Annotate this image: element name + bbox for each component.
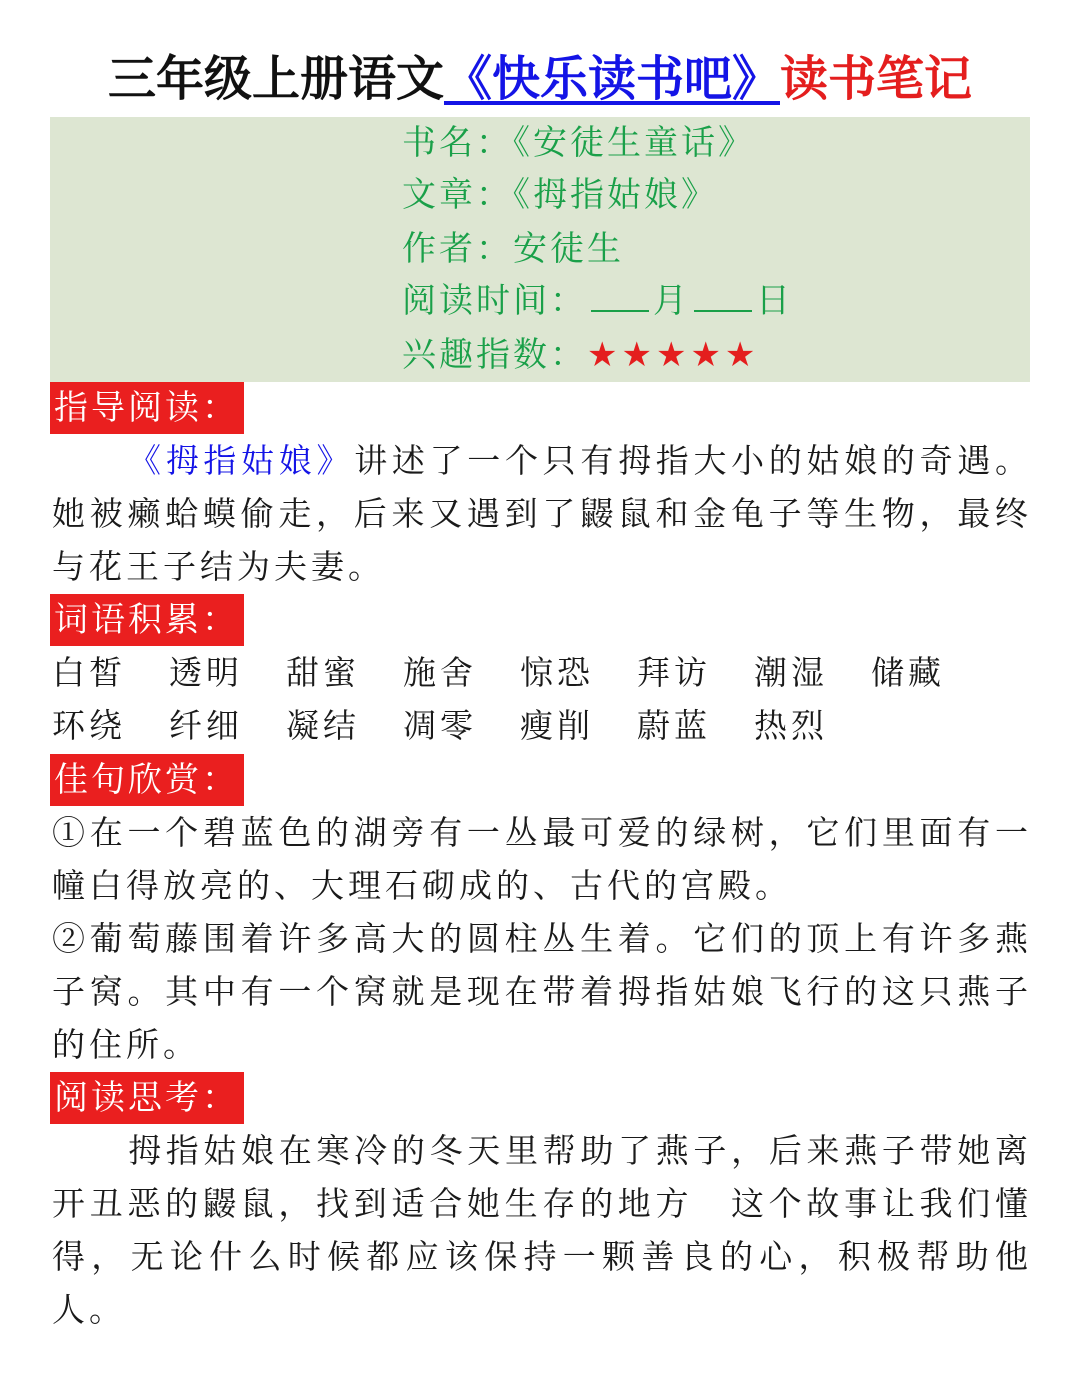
section-tag-guide: 指导阅读： [50, 382, 244, 434]
month-label: 月 [653, 281, 690, 321]
vocab-word: 热烈 [754, 706, 828, 745]
section-tag-words: 词语积累： [50, 594, 244, 646]
page-title [0, 44, 1080, 114]
guide-text: 讲述了一个只有拇指大小的姑娘的奇遇。她被癞蛤蟆偷走，后来又遇到了鼹鼠和金龟子等生物，最终与花王子结为夫妻。 [52, 441, 1033, 586]
vocab-word: 蔚蓝 [637, 706, 711, 745]
author-line: 作者：安徒生 [402, 229, 624, 269]
section-tag-sentences: 佳句欣赏： [50, 754, 244, 806]
vocab-word: 白皙 [52, 653, 126, 692]
vocab-word: 甜蜜 [286, 653, 360, 692]
vocab-word: 凋零 [403, 706, 477, 745]
vocab-word: 潮湿 [754, 653, 828, 692]
vocabulary-list [52, 646, 1032, 752]
interest-line [402, 329, 759, 381]
vocab-word: 瘦削 [520, 706, 594, 745]
day-label: 日 [756, 281, 793, 321]
section-tag-thinking: 阅读思考： [50, 1072, 244, 1124]
sentence-item: ①在一个碧蓝色的湖旁有一丛最可爱的绿树，它们里面有一幢白得放亮的、大理石砌成的、古代的宫殿。 [52, 813, 1032, 905]
vocab-row-2 [52, 699, 1032, 752]
interest-label: 兴趣指数： [402, 335, 587, 375]
star-rating-icon: ★★★★★ [587, 335, 760, 375]
title-book-name: 《快乐读书吧》 [443, 51, 780, 107]
vocab-word: 环绕 [52, 706, 126, 745]
vocab-word: 拜访 [637, 653, 711, 692]
vocab-word: 惊恐 [520, 653, 594, 692]
vocab-row-1 [52, 646, 1032, 699]
guide-paragraph [52, 434, 1032, 593]
vocab-word: 储藏 [871, 653, 945, 692]
book-info-panel [50, 117, 1030, 382]
read-time-line [402, 275, 793, 327]
sentences-block [52, 806, 1032, 1071]
sentence-item: ②葡萄藤围着许多高大的圆柱丛生着。它们的顶上有许多燕子窝。其中有一个窝就是现在带着拇指姑娘飞行的这只燕子的住所。 [52, 919, 1032, 1064]
read-time-label: 阅读时间： [402, 281, 587, 321]
vocab-word: 透明 [169, 653, 243, 692]
book-name-line: 书名：《安徒生童话》 [402, 123, 755, 163]
vocab-word: 纤细 [169, 706, 243, 745]
day-blank [694, 310, 752, 312]
title-reading-notes: 读书笔记 [780, 51, 973, 107]
thinking-paragraph: 拇指姑娘在寒冷的冬天里帮助了燕子，后来燕子带她离开丑恶的鼹鼠，找到适合她生存的地方 这个故事让我们懂得，无论什么时候都应该保持一颗善良的心，积极帮助他人。 [52, 1131, 1032, 1329]
vocab-word: 施舍 [403, 653, 477, 692]
title-grade: 三年级上册语文 [107, 51, 444, 107]
vocab-word: 凝结 [286, 706, 360, 745]
month-blank [591, 310, 649, 312]
article-line: 文章：《拇指姑娘》 [402, 175, 718, 215]
guide-book-ref: 《拇指姑娘》 [128, 441, 355, 480]
